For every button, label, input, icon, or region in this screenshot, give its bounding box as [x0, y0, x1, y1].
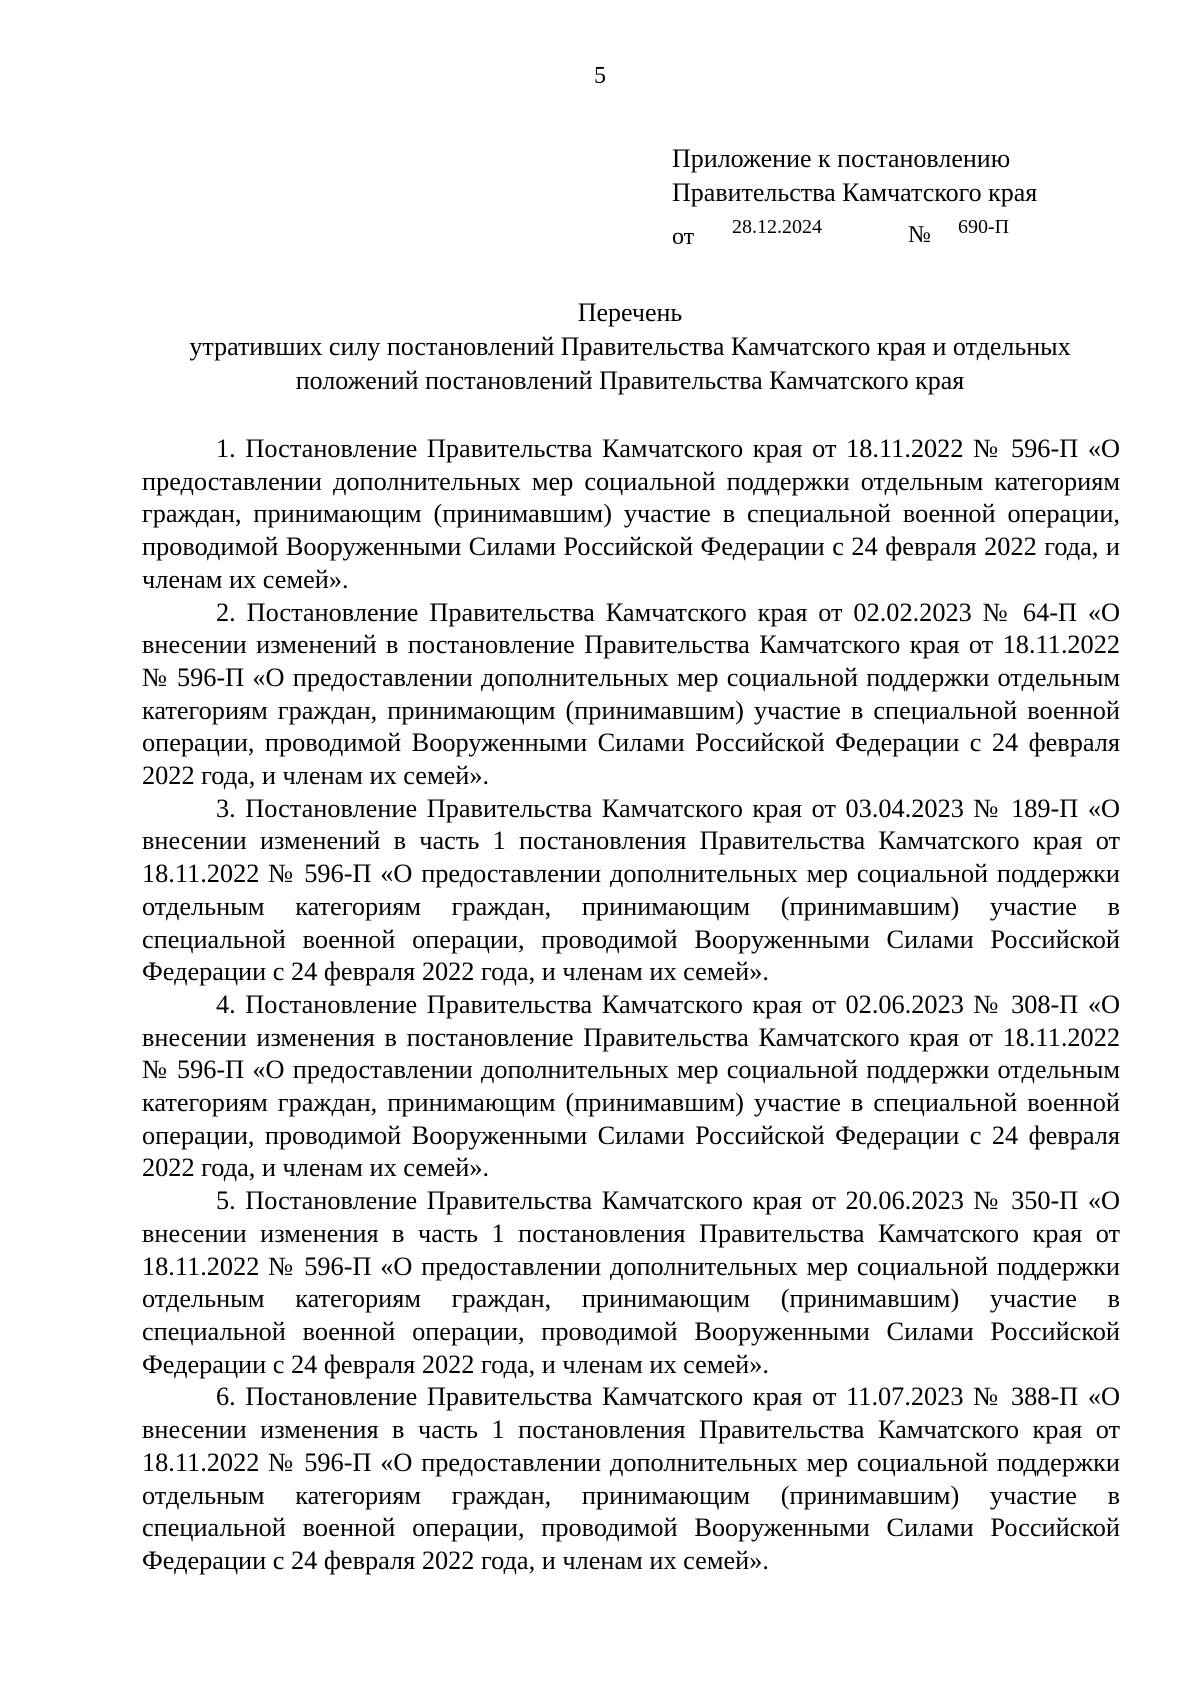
list-item-4: 4. Постановление Правительства Камчатского края от 02.06.2023 № 308-П «О внесении изменения в постановление Правительства Камчатского края от 18.11.2022 № 596-П «О предоставлении дополнительных мер социальной поддержки отдельным категориям граждан, принимающим (принимавшим) участие в специальной военной операции, проводимой Вооруженными Силами Российской Федерации с 24 февраля 2022 года, и членам их семей».	[142, 989, 1120, 1183]
appendix-date-number	[672, 210, 1152, 250]
resolution-number: 690-П	[958, 216, 1010, 238]
title-line-2: утративших силу постановлений Правительства Камчатского края и отдельных	[189, 332, 1071, 361]
document-body	[142, 433, 1120, 1578]
number-sign: №	[908, 222, 931, 248]
list-item-6: 6. Постановление Правительства Камчатского края от 11.07.2023 № 388-П «О внесении изменения в часть 1 постановления Правительства Камчатского края от 18.11.2022 № 596-П «О предоставлении дополнительных мер социальной поддержки отдельным категориям граждан, принимающим (принимавшим) участие в специальной военной операции, проводимой Вооруженными Силами Российской Федерации с 24 февраля 2022 года, и членам их семей».	[142, 1382, 1120, 1575]
resolution-date: 28.12.2024	[732, 216, 822, 238]
list-item-2: 2. Постановление Правительства Камчатского края от 02.02.2023 № 64-П «О внесении изменений в постановление Правительства Камчатского края от 18.11.2022 № 596-П «О предоставлении дополнительных мер социальной поддержки отдельным категориям граждан, принимающим (принимавшим) участие в специальной военной операции, проводимой Вооруженными Силами Российской Федерации с 24 февраля 2022 года, и членам их семей».	[142, 597, 1120, 791]
document-title	[140, 296, 1120, 398]
title-line-3: положений постановлений Правительства Камчатского края	[295, 366, 965, 395]
appendix-header	[672, 142, 1152, 250]
title-line-1: Перечень	[577, 298, 683, 327]
from-label: от	[672, 224, 695, 250]
appendix-line-1: Приложение к постановлению	[672, 144, 1011, 173]
list-item-5: 5. Постановление Правительства Камчатского края от 20.06.2023 № 350-П «О внесении изменения в часть 1 постановления Правительства Камчатского края от 18.11.2022 № 596-П «О предоставлении дополнительных мер социальной поддержки отдельным категориям граждан, принимающим (принимавшим) участие в специальной военной операции, проводимой Вооруженными Силами Российской Федерации с 24 февраля 2022 года, и членам их семей».	[142, 1186, 1120, 1379]
appendix-line-2: Правительства Камчатского края	[672, 178, 1038, 207]
page-number: 5	[594, 63, 606, 89]
list-item-3: 3. Постановление Правительства Камчатского края от 03.04.2023 № 189-П «О внесении изменений в часть 1 постановления Правительства Камчатского края от 18.11.2022 № 596-П «О предоставлении дополнительных мер социальной поддержки отдельным категориям граждан, принимающим (принимавшим) участие в специальной военной операции, проводимой Вооруженными Силами Российской Федерации с 24 февраля 2022 года, и членам их семей».	[142, 793, 1120, 987]
list-item-1: 1. Постановление Правительства Камчатского края от 18.11.2022 № 596-П «О предоставлении дополнительных мер социальной поддержки отдельным категориям граждан, принимающим (принимавшим) участие в специальной военной операции, проводимой Вооруженными Силами Российской Федерации с 24 февраля 2022 года, и членам их семей».	[142, 434, 1120, 594]
